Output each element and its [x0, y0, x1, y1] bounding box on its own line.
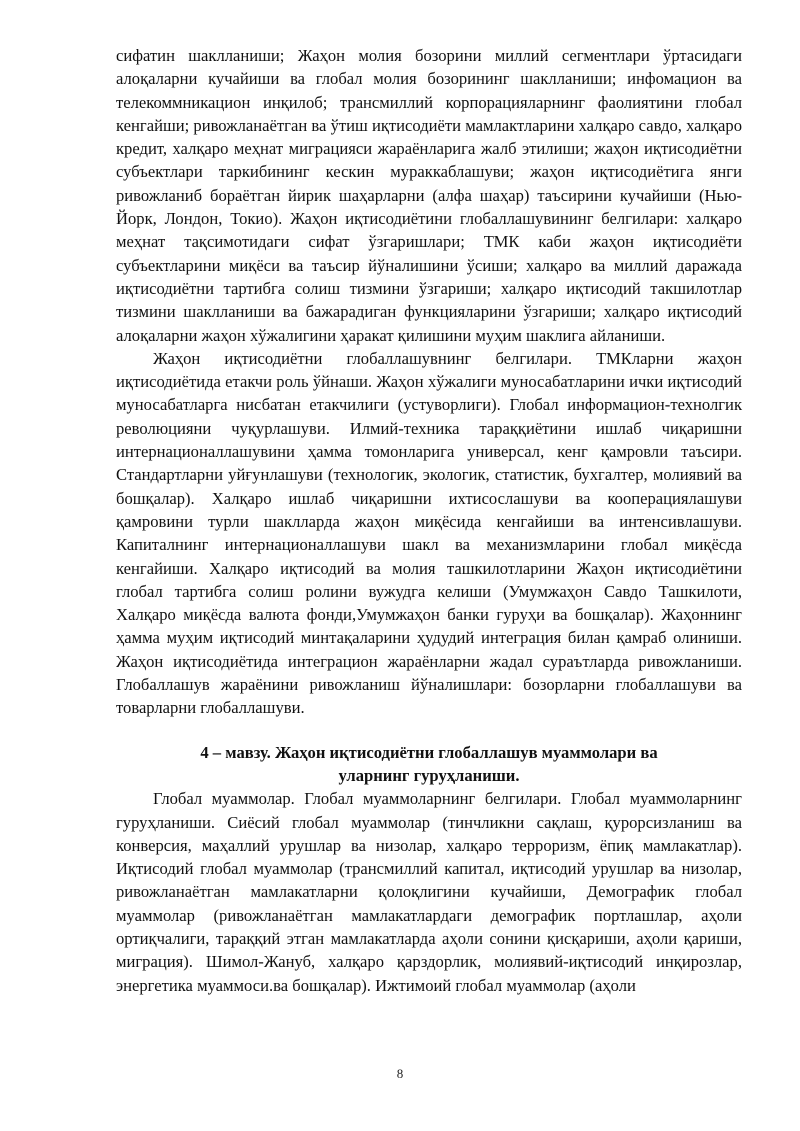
- paragraph-continuation: сифатин шаклланиши; Жаҳон молия бозорини миллий сегментлари ўртасидаги алоқаларни кучайиши ва глобал молия бозорининг шаклланиши; инфомацион ва телекоммникацион инқилоб; трансмиллий корпорацияларнинг фаолиятини глобал кенгайши; ривожланаётган ва ўтиш иқтисодиёти мамлактларини халқаро савдо, халқаро кредит, халқаро меҳнат миграцияси жараёнларига жалб этилиши; жаҳон иқтисодиётни субъектлари таркибининг кескин мураккаблашуви; жаҳон иқтисодиётига янги ривожланиб бораётган йирик шаҳарларни (алфа шаҳар) таъсирини кучайиши (Нью-Йорк, Лондон, Токио). Жаҳон иқтисодиётини глобаллашувининг белгилари: халқаро меҳнат тақсимотидаги сифат ўзгаришлари; ТМК каби жаҳон иқтисодиёти субъектларини миқёси ва таъсир йўналишини ўсиши; халқаро ва миллий даражада иқтисодиётни тартибга солиш тизмини ўзгариши; халқаро иқтисодий такшилотлар тизмини шаклланиши ва бажарадиган функцияларини ўзгариши; халқаро иқтисодий алоқаларни жаҳон хўжалигини ҳаракат қилишини муҳим шаклига айланиши.: [116, 46, 742, 345]
- paragraph-global-problems: Глобал муаммолар. Глобал муаммоларнинг белгилари. Глобал муаммоларнинг гуруҳланиши. Сиёсий глобал муаммолар (тинчликни сақлаш, қурорсизланиш ва конверсия, маҳаллий урушлар ва низолар, халқаро терроризм, ёпиқ мамлакатлар). Иқтисодий глобал муаммолар (трансмиллий капитал, иқтисодий урушлар ва низолар, ривожланаётган мамлакатларни қолоқлигини кучайиши, Демографик глобал муаммолар (ривожланаётган мамлакатлардаги демографик портлашлар, аҳоли ортиқчалиги, тараққий этган мамлакатларда аҳоли сонини қисқариши, аҳоли қариши, миграция). Шимол-Жануб, халқаро қарздорлик, молиявий-иқтисодий инқирозлар, энергетика муаммоси.ва бошқалар). Ижтимоий глобал муаммолар (аҳоли: [116, 789, 742, 995]
- page-body: [116, 44, 742, 997]
- section-heading-line-1: 4 – мавзу. Жаҳон иқтисодиётни глобаллашув муаммолари ва: [200, 742, 658, 762]
- paragraph-globalization-signs: Жаҳон иқтисодиётни глобаллашувнинг белгилари. ТМКларни жаҳон иқтисодиётида етакчи роль ўйнаши. Жаҳон хўжалиги муносабатларини ички иқтисодий муносабатларга нисбатан етакчилиги (устуворлиги). Глобал информацион-технолгик революцияни чуқурлашуви. Илмий-техника тараққиётини ишлаб чиқаришни интернационаллашувини ҳамма томонларига универсал, кенг қамровли таъсири. Стандартларни уйғунлашуви (технологик, экологик, статистик, бухгалтер, молиявий ва бошқалар). Халқаро ишлаб чиқаришни ихтисослашуви ва кооперациялашуви қамровини турли шаклларда жаҳон миқёсида кенгайиши ва интенсивлашуви. Капиталнинг интернационаллашуви шакл ва механизмларини глобал миқёсда кенгайиши. Халқаро иқтисодий ва молия ташкилотларини Жаҳон иқтисодиётини глобал тартибга солиш ролини вужудга келиши (Умумжаҳон Савдо Ташкилоти, Халқаро миқёсда валюта фонди,Умумжаҳон банки гуруҳи ва бошқалар). Жаҳоннинг ҳамма муҳим иқтисодий минтақаларини ҳудудий интеграция билан қамраб олиниши. Жаҳон иқтисодиётида интеграцион жараёнларни жадал сураътларда ривожланиши. Глобаллашув жараёнини ривожланиш йўналишлари: бозорларни глобаллашуви ва товарларни глобаллашуви.: [116, 348, 742, 718]
- section-heading-line-2: уларнинг гуруҳланиши.: [338, 765, 520, 785]
- page-number: 8: [396, 1066, 404, 1081]
- section-heading: [116, 741, 742, 788]
